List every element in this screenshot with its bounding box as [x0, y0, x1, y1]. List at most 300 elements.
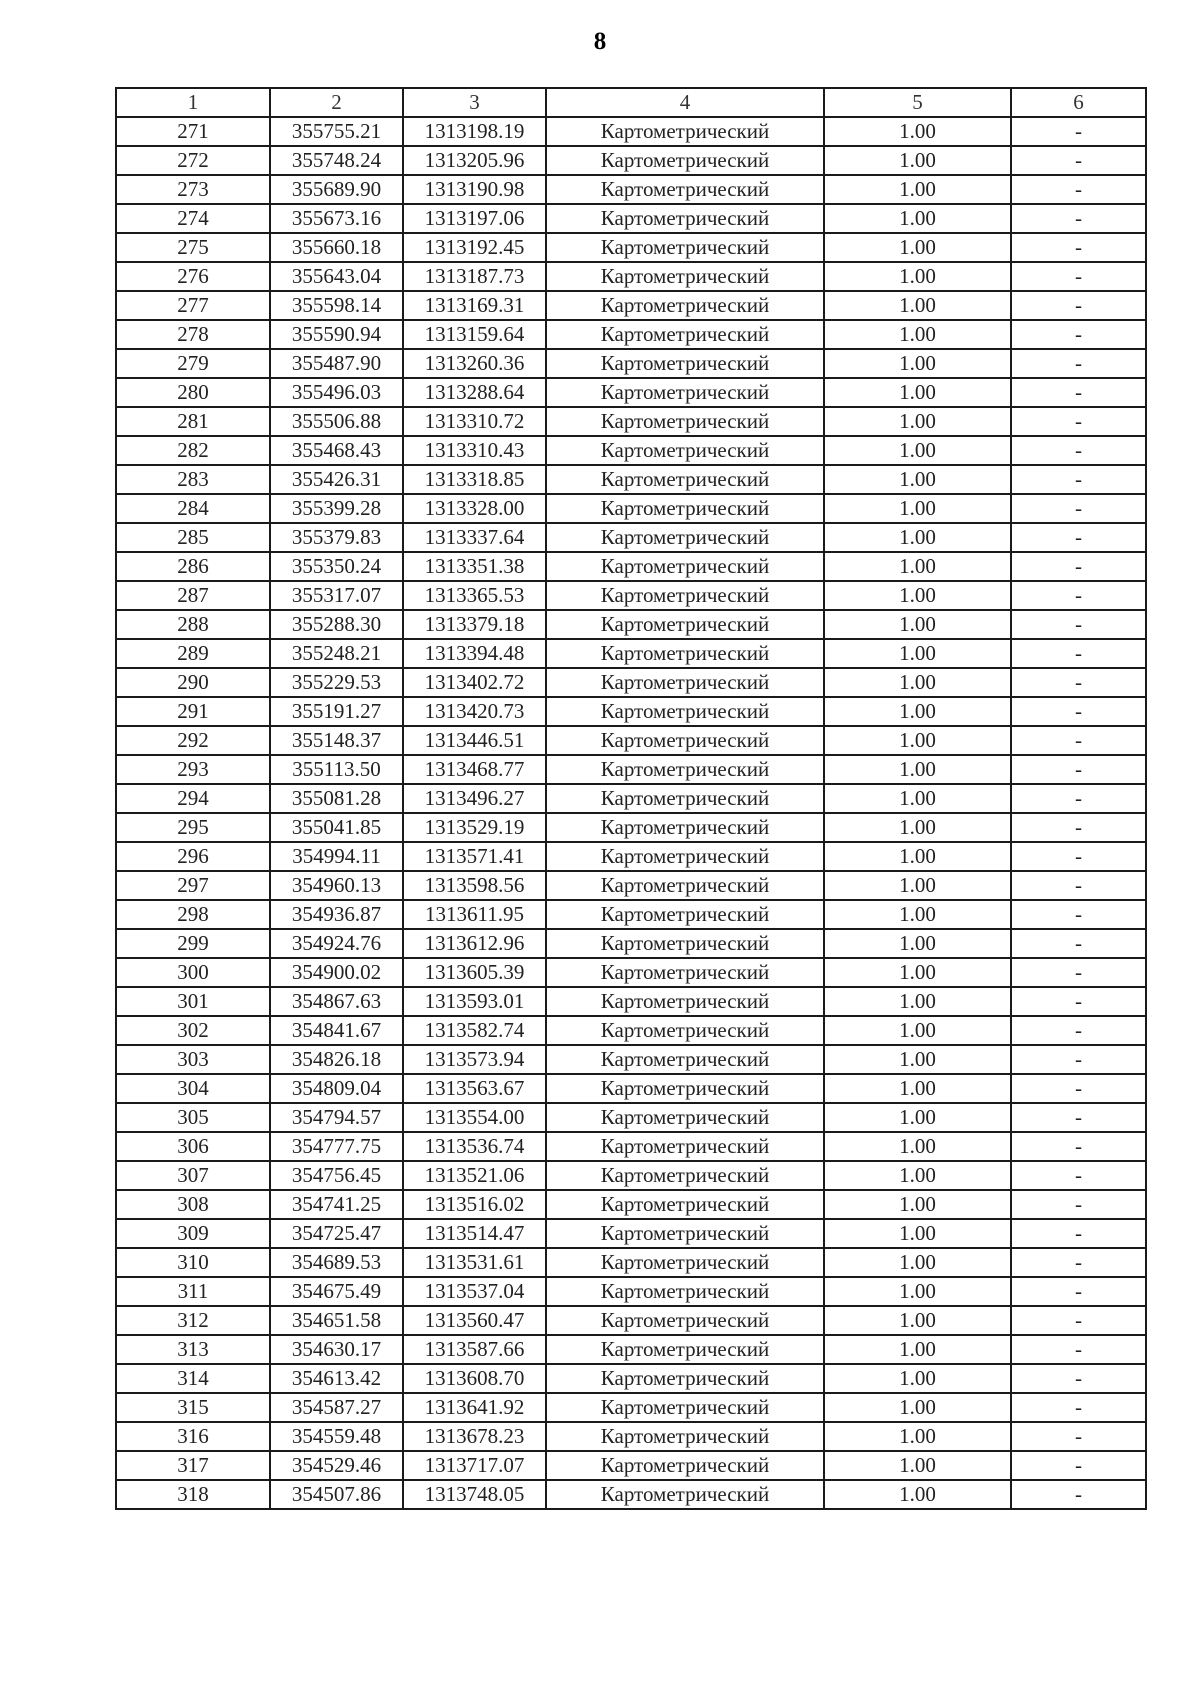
- table-cell: -: [1011, 494, 1146, 523]
- table-cell: 354960.13: [270, 871, 403, 900]
- table-cell: 315: [116, 1393, 270, 1422]
- table-cell: 297: [116, 871, 270, 900]
- table-row: [116, 755, 1146, 784]
- column-header: 1: [116, 88, 270, 117]
- table-cell: 296: [116, 842, 270, 871]
- table-row: [116, 204, 1146, 233]
- table-cell: 1313531.61: [403, 1248, 546, 1277]
- table-cell: Картометрический: [546, 1422, 824, 1451]
- table-row: [116, 349, 1146, 378]
- table-cell: Картометрический: [546, 1451, 824, 1480]
- column-header: 3: [403, 88, 546, 117]
- table-cell: 1313605.39: [403, 958, 546, 987]
- table-cell: 355426.31: [270, 465, 403, 494]
- table-cell: 1.00: [824, 1306, 1011, 1335]
- table-cell: Картометрический: [546, 987, 824, 1016]
- table-cell: 355317.07: [270, 581, 403, 610]
- table-cell: -: [1011, 1016, 1146, 1045]
- table-row: [116, 726, 1146, 755]
- table-cell: 354587.27: [270, 1393, 403, 1422]
- table-cell: Картометрический: [546, 842, 824, 871]
- table-cell: -: [1011, 1306, 1146, 1335]
- table-cell: -: [1011, 175, 1146, 204]
- table-cell: 1.00: [824, 1480, 1011, 1509]
- table-cell: 355487.90: [270, 349, 403, 378]
- table-cell: 354613.42: [270, 1364, 403, 1393]
- table-cell: 294: [116, 784, 270, 813]
- table-cell: 1313402.72: [403, 668, 546, 697]
- table-cell: -: [1011, 1045, 1146, 1074]
- table-cell: 355660.18: [270, 233, 403, 262]
- table-cell: Картометрический: [546, 726, 824, 755]
- table-row: [116, 1045, 1146, 1074]
- table-cell: 1.00: [824, 755, 1011, 784]
- table-row: [116, 262, 1146, 291]
- table-cell: 1313318.85: [403, 465, 546, 494]
- table-cell: Картометрический: [546, 784, 824, 813]
- table-cell: -: [1011, 929, 1146, 958]
- table-cell: 1313537.04: [403, 1277, 546, 1306]
- table-cell: -: [1011, 233, 1146, 262]
- table-cell: 1313190.98: [403, 175, 546, 204]
- table-row: [116, 1016, 1146, 1045]
- table-cell: -: [1011, 1103, 1146, 1132]
- table-row: [116, 1393, 1146, 1422]
- table-cell: Картометрический: [546, 1480, 824, 1509]
- table-row: [116, 552, 1146, 581]
- table-cell: 311: [116, 1277, 270, 1306]
- table-cell: 285: [116, 523, 270, 552]
- table-cell: 354630.17: [270, 1335, 403, 1364]
- table-cell: 276: [116, 262, 270, 291]
- table-row: [116, 175, 1146, 204]
- table-header-row: [116, 88, 1146, 117]
- table-cell: Картометрический: [546, 349, 824, 378]
- table-cell: 355229.53: [270, 668, 403, 697]
- table-cell: 299: [116, 929, 270, 958]
- table-cell: 354900.02: [270, 958, 403, 987]
- table-cell: 1.00: [824, 117, 1011, 146]
- table-cell: 1.00: [824, 146, 1011, 175]
- table-cell: 354777.75: [270, 1132, 403, 1161]
- table-cell: -: [1011, 1161, 1146, 1190]
- table-cell: 355288.30: [270, 610, 403, 639]
- coordinates-table: [115, 87, 1147, 1510]
- table-cell: 1313192.45: [403, 233, 546, 262]
- table-cell: 1.00: [824, 1045, 1011, 1074]
- table-cell: 1313563.67: [403, 1074, 546, 1103]
- table-cell: -: [1011, 1422, 1146, 1451]
- table-cell: 354794.57: [270, 1103, 403, 1132]
- table-row: [116, 117, 1146, 146]
- table-cell: -: [1011, 726, 1146, 755]
- table-cell: 355506.88: [270, 407, 403, 436]
- table-cell: 305: [116, 1103, 270, 1132]
- table-cell: 313: [116, 1335, 270, 1364]
- table-cell: -: [1011, 552, 1146, 581]
- table-cell: 308: [116, 1190, 270, 1219]
- table-body: [116, 117, 1146, 1509]
- column-header: 6: [1011, 88, 1146, 117]
- table-row: [116, 523, 1146, 552]
- table-cell: 317: [116, 1451, 270, 1480]
- table-cell: 1313529.19: [403, 813, 546, 842]
- table-cell: 1.00: [824, 1335, 1011, 1364]
- table-cell: Картометрический: [546, 1335, 824, 1364]
- table-row: [116, 1132, 1146, 1161]
- table-cell: 1313516.02: [403, 1190, 546, 1219]
- table-cell: 1313717.07: [403, 1451, 546, 1480]
- table-cell: -: [1011, 784, 1146, 813]
- table-cell: 1313612.96: [403, 929, 546, 958]
- table-cell: 1.00: [824, 581, 1011, 610]
- table-cell: 1313310.43: [403, 436, 546, 465]
- table-cell: 274: [116, 204, 270, 233]
- table-cell: 1313641.92: [403, 1393, 546, 1422]
- table-cell: 1.00: [824, 1393, 1011, 1422]
- table-cell: Картометрический: [546, 436, 824, 465]
- table-cell: 1313205.96: [403, 146, 546, 175]
- table-cell: -: [1011, 1277, 1146, 1306]
- table-cell: 354809.04: [270, 1074, 403, 1103]
- table-cell: Картометрический: [546, 494, 824, 523]
- table-cell: 1313587.66: [403, 1335, 546, 1364]
- table-cell: Картометрический: [546, 1248, 824, 1277]
- table-cell: 354924.76: [270, 929, 403, 958]
- table-cell: 304: [116, 1074, 270, 1103]
- table-cell: 1.00: [824, 320, 1011, 349]
- table-cell: 1313394.48: [403, 639, 546, 668]
- table-cell: 1.00: [824, 1451, 1011, 1480]
- table-cell: 1.00: [824, 1422, 1011, 1451]
- table-cell: -: [1011, 1248, 1146, 1277]
- table-cell: 1313611.95: [403, 900, 546, 929]
- table-cell: Картометрический: [546, 1132, 824, 1161]
- table-cell: 278: [116, 320, 270, 349]
- table-cell: Картометрический: [546, 1306, 824, 1335]
- table-cell: 286: [116, 552, 270, 581]
- table-cell: 355689.90: [270, 175, 403, 204]
- table-cell: -: [1011, 1393, 1146, 1422]
- table-cell: 298: [116, 900, 270, 929]
- table-cell: 273: [116, 175, 270, 204]
- table-cell: 355081.28: [270, 784, 403, 813]
- table-cell: 295: [116, 813, 270, 842]
- table-cell: Картометрический: [546, 1016, 824, 1045]
- table-cell: 1.00: [824, 900, 1011, 929]
- table-cell: -: [1011, 1364, 1146, 1393]
- table-cell: 290: [116, 668, 270, 697]
- column-header: 5: [824, 88, 1011, 117]
- table-cell: 1.00: [824, 175, 1011, 204]
- table-cell: -: [1011, 813, 1146, 842]
- table-row: [116, 697, 1146, 726]
- table-row: [116, 871, 1146, 900]
- table-row: [116, 900, 1146, 929]
- table-cell: 1313468.77: [403, 755, 546, 784]
- table-row: [116, 233, 1146, 262]
- table-cell: -: [1011, 1219, 1146, 1248]
- table-cell: 355399.28: [270, 494, 403, 523]
- table-cell: 312: [116, 1306, 270, 1335]
- table-cell: 1.00: [824, 378, 1011, 407]
- table-cell: 355113.50: [270, 755, 403, 784]
- table-cell: 1313365.53: [403, 581, 546, 610]
- table-cell: 1.00: [824, 871, 1011, 900]
- table-cell: 284: [116, 494, 270, 523]
- table-row: [116, 1306, 1146, 1335]
- table-cell: 1313598.56: [403, 871, 546, 900]
- table-cell: 354675.49: [270, 1277, 403, 1306]
- table-row: [116, 842, 1146, 871]
- table-row: [116, 1364, 1146, 1393]
- table-cell: 354994.11: [270, 842, 403, 871]
- column-header: 2: [270, 88, 403, 117]
- table-cell: 355379.83: [270, 523, 403, 552]
- table-cell: Картометрический: [546, 1074, 824, 1103]
- table-cell: 1313573.94: [403, 1045, 546, 1074]
- table-row: [116, 1422, 1146, 1451]
- table-cell: -: [1011, 1190, 1146, 1219]
- table-cell: Картометрический: [546, 1103, 824, 1132]
- table-row: [116, 1277, 1146, 1306]
- table-cell: Картометрический: [546, 900, 824, 929]
- table-cell: 277: [116, 291, 270, 320]
- table-cell: 301: [116, 987, 270, 1016]
- table-cell: 1.00: [824, 1132, 1011, 1161]
- table-cell: Картометрический: [546, 523, 824, 552]
- table-cell: 280: [116, 378, 270, 407]
- table-cell: 355598.14: [270, 291, 403, 320]
- table-cell: Картометрический: [546, 871, 824, 900]
- table-cell: Картометрический: [546, 262, 824, 291]
- table-row: [116, 436, 1146, 465]
- table-cell: 1.00: [824, 1103, 1011, 1132]
- table-cell: 355755.21: [270, 117, 403, 146]
- table-row: [116, 1161, 1146, 1190]
- table-row: [116, 407, 1146, 436]
- table-cell: 1313582.74: [403, 1016, 546, 1045]
- table-cell: -: [1011, 755, 1146, 784]
- table-cell: 1.00: [824, 958, 1011, 987]
- table-cell: Картометрический: [546, 697, 824, 726]
- table-cell: 293: [116, 755, 270, 784]
- table-cell: 1.00: [824, 987, 1011, 1016]
- table-cell: 1.00: [824, 262, 1011, 291]
- table-cell: 303: [116, 1045, 270, 1074]
- table-cell: -: [1011, 436, 1146, 465]
- table-cell: -: [1011, 465, 1146, 494]
- table-cell: 1.00: [824, 784, 1011, 813]
- table-cell: Картометрический: [546, 117, 824, 146]
- table-cell: Картометрический: [546, 1393, 824, 1422]
- table-cell: Картометрический: [546, 146, 824, 175]
- table-cell: 1313351.38: [403, 552, 546, 581]
- table-cell: 355496.03: [270, 378, 403, 407]
- table-cell: Картометрический: [546, 755, 824, 784]
- table-cell: 1.00: [824, 494, 1011, 523]
- table-cell: 1.00: [824, 610, 1011, 639]
- table-row: [116, 929, 1146, 958]
- table-cell: -: [1011, 117, 1146, 146]
- table-cell: Картометрический: [546, 175, 824, 204]
- table-row: [116, 494, 1146, 523]
- table-cell: 282: [116, 436, 270, 465]
- table-cell: 1313379.18: [403, 610, 546, 639]
- table-cell: 1.00: [824, 1364, 1011, 1393]
- table-cell: -: [1011, 958, 1146, 987]
- table-cell: 1313571.41: [403, 842, 546, 871]
- table-cell: 354529.46: [270, 1451, 403, 1480]
- table-cell: Картометрический: [546, 1190, 824, 1219]
- table-cell: 1313310.72: [403, 407, 546, 436]
- table-cell: Картометрический: [546, 581, 824, 610]
- table-cell: 1313748.05: [403, 1480, 546, 1509]
- table-row: [116, 639, 1146, 668]
- table-cell: 355590.94: [270, 320, 403, 349]
- table-cell: 279: [116, 349, 270, 378]
- table-cell: Картометрический: [546, 204, 824, 233]
- table-cell: 355748.24: [270, 146, 403, 175]
- table-cell: -: [1011, 349, 1146, 378]
- table-cell: 302: [116, 1016, 270, 1045]
- table-row: [116, 1074, 1146, 1103]
- table-cell: -: [1011, 1335, 1146, 1364]
- table-cell: 1313328.00: [403, 494, 546, 523]
- table-cell: 355643.04: [270, 262, 403, 291]
- table-cell: 287: [116, 581, 270, 610]
- table-cell: 1.00: [824, 929, 1011, 958]
- table-cell: 316: [116, 1422, 270, 1451]
- table-cell: 1.00: [824, 465, 1011, 494]
- table-cell: -: [1011, 900, 1146, 929]
- table-cell: 354507.86: [270, 1480, 403, 1509]
- table-cell: 1.00: [824, 813, 1011, 842]
- table-cell: 288: [116, 610, 270, 639]
- table-cell: 1.00: [824, 233, 1011, 262]
- table-cell: -: [1011, 668, 1146, 697]
- table-cell: 1.00: [824, 1248, 1011, 1277]
- table-cell: Картометрический: [546, 378, 824, 407]
- table-cell: 354826.18: [270, 1045, 403, 1074]
- table-cell: -: [1011, 842, 1146, 871]
- table-cell: Картометрический: [546, 610, 824, 639]
- table-row: [116, 291, 1146, 320]
- table-cell: 354936.87: [270, 900, 403, 929]
- table-cell: 355041.85: [270, 813, 403, 842]
- table-cell: 291: [116, 697, 270, 726]
- table-cell: 275: [116, 233, 270, 262]
- table-cell: -: [1011, 697, 1146, 726]
- table-cell: -: [1011, 871, 1146, 900]
- table-cell: 1313593.01: [403, 987, 546, 1016]
- table-row: [116, 1103, 1146, 1132]
- table-cell: Картометрический: [546, 668, 824, 697]
- table-cell: 306: [116, 1132, 270, 1161]
- table-cell: Картометрический: [546, 1045, 824, 1074]
- table-cell: 1313554.00: [403, 1103, 546, 1132]
- table-row: [116, 581, 1146, 610]
- table-cell: -: [1011, 1480, 1146, 1509]
- table-cell: -: [1011, 378, 1146, 407]
- table-cell: 1.00: [824, 552, 1011, 581]
- table-cell: Картометрический: [546, 813, 824, 842]
- table-cell: 1313560.47: [403, 1306, 546, 1335]
- table-cell: 309: [116, 1219, 270, 1248]
- table-cell: 281: [116, 407, 270, 436]
- table-cell: -: [1011, 1451, 1146, 1480]
- table-cell: 1313678.23: [403, 1422, 546, 1451]
- table-cell: Картометрический: [546, 1219, 824, 1248]
- table-row: [116, 1190, 1146, 1219]
- table-cell: -: [1011, 320, 1146, 349]
- table-row: [116, 987, 1146, 1016]
- table-cell: 1313197.06: [403, 204, 546, 233]
- table-cell: 1.00: [824, 697, 1011, 726]
- table-row: [116, 958, 1146, 987]
- table-cell: 307: [116, 1161, 270, 1190]
- table-cell: 1313536.74: [403, 1132, 546, 1161]
- table-cell: 355248.21: [270, 639, 403, 668]
- table-cell: -: [1011, 639, 1146, 668]
- table-cell: 1313420.73: [403, 697, 546, 726]
- table-cell: 1313514.47: [403, 1219, 546, 1248]
- table-cell: 355148.37: [270, 726, 403, 755]
- table-cell: 1313337.64: [403, 523, 546, 552]
- table-cell: 1313159.64: [403, 320, 546, 349]
- table-cell: 354741.25: [270, 1190, 403, 1219]
- table-cell: 355468.43: [270, 436, 403, 465]
- table-cell: 1313496.27: [403, 784, 546, 813]
- table-cell: Картометрический: [546, 552, 824, 581]
- table-cell: 289: [116, 639, 270, 668]
- table-cell: 271: [116, 117, 270, 146]
- table-cell: 354867.63: [270, 987, 403, 1016]
- table-cell: Картометрический: [546, 958, 824, 987]
- column-header: 4: [546, 88, 824, 117]
- table-cell: -: [1011, 146, 1146, 175]
- table-cell: Картометрический: [546, 291, 824, 320]
- table-cell: 355191.27: [270, 697, 403, 726]
- table-cell: 1.00: [824, 436, 1011, 465]
- table-cell: 354841.67: [270, 1016, 403, 1045]
- table-row: [116, 1451, 1146, 1480]
- table-cell: 1.00: [824, 726, 1011, 755]
- table-cell: 354756.45: [270, 1161, 403, 1190]
- table-row: [116, 1480, 1146, 1509]
- table-row: [116, 1219, 1146, 1248]
- table-cell: 1.00: [824, 1074, 1011, 1103]
- table-cell: 300: [116, 958, 270, 987]
- table-row: [116, 465, 1146, 494]
- table-row: [116, 1335, 1146, 1364]
- table-cell: 1313288.64: [403, 378, 546, 407]
- table-cell: 1.00: [824, 842, 1011, 871]
- table-cell: 1313198.19: [403, 117, 546, 146]
- table-cell: 354559.48: [270, 1422, 403, 1451]
- table-cell: Картометрический: [546, 320, 824, 349]
- table-row: [116, 813, 1146, 842]
- table-cell: 1313169.31: [403, 291, 546, 320]
- table-cell: Картометрический: [546, 639, 824, 668]
- table-cell: 314: [116, 1364, 270, 1393]
- table-cell: 1313608.70: [403, 1364, 546, 1393]
- table-cell: -: [1011, 407, 1146, 436]
- table-cell: -: [1011, 204, 1146, 233]
- table-cell: -: [1011, 523, 1146, 552]
- table-cell: 1.00: [824, 523, 1011, 552]
- table-row: [116, 146, 1146, 175]
